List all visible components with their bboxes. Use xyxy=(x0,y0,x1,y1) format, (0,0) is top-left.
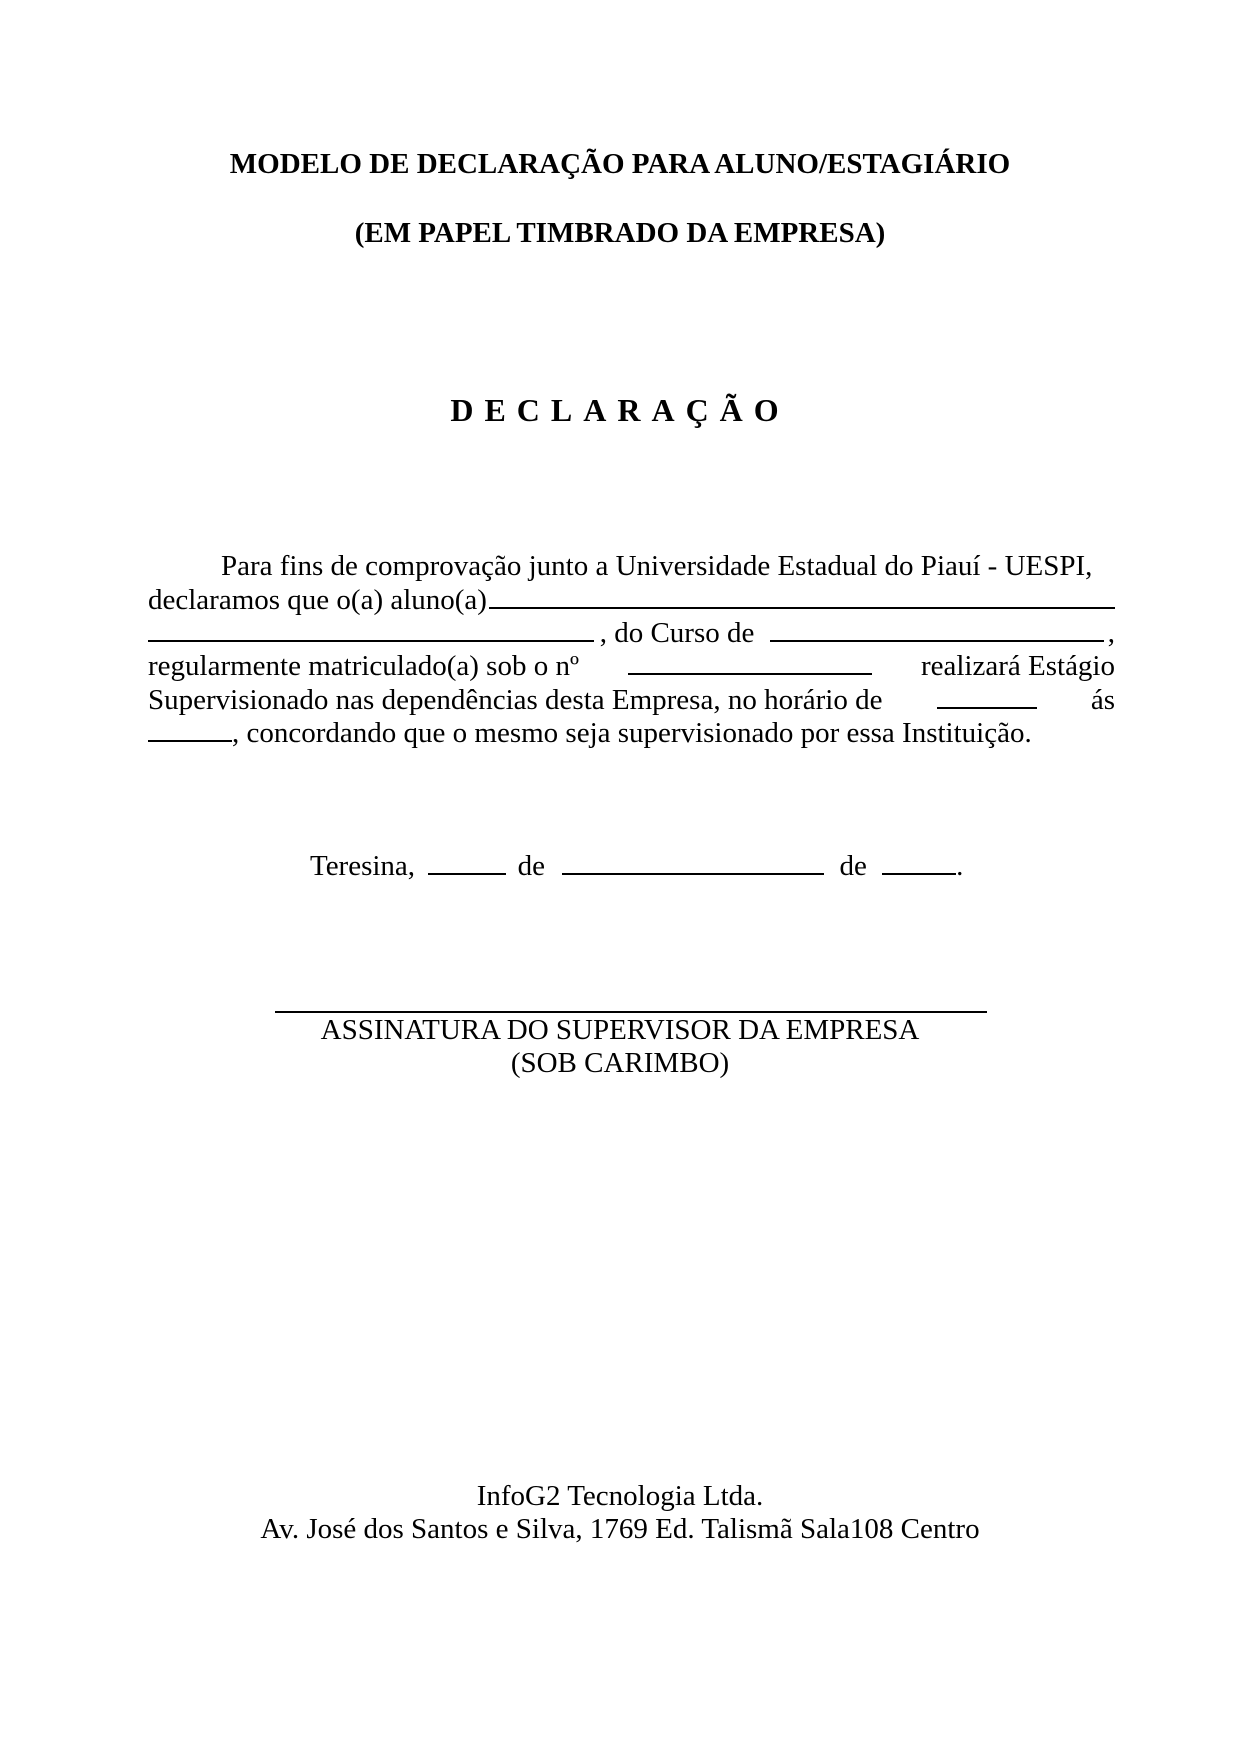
year-field[interactable] xyxy=(882,851,956,875)
signature-stamp-label: (SOB CARIMBO) xyxy=(510,1047,730,1079)
course-label: , do Curso de xyxy=(599,617,755,649)
footer-company: InfoG2 Tecnologia Ltda. xyxy=(476,1480,764,1512)
declaration-title: DECLARAÇÃO xyxy=(450,392,790,428)
body-line-4 xyxy=(148,649,1115,683)
body-line-6-text: , concordando que o mesmo seja supervisionado por essa Instituição. xyxy=(232,717,1032,749)
course-comma: , xyxy=(1107,617,1115,649)
document-header-title: MODELO DE DECLARAÇÃO PARA ALUNO/ESTAGIÁRIO xyxy=(229,148,1011,180)
end-time-field[interactable] xyxy=(148,718,232,742)
document-header-subtitle: (EM PAPEL TIMBRADO DA EMPRESA) xyxy=(354,217,886,249)
date-de-2: de xyxy=(839,850,867,882)
day-field[interactable] xyxy=(428,851,506,875)
schedule-to-label: ás xyxy=(1090,684,1115,716)
student-name-continuation-field[interactable] xyxy=(148,618,594,642)
date-de-1: de xyxy=(517,850,545,882)
course-field[interactable] xyxy=(770,618,1104,642)
enrollment-number-field[interactable] xyxy=(628,651,872,675)
body-line-3 xyxy=(148,616,1115,650)
student-name-field[interactable] xyxy=(489,585,1115,609)
enrollment-label: regularmente matriculado(a) sob o nº xyxy=(148,650,579,682)
body-line-2-text: declaramos que o(a) aluno(a) xyxy=(148,584,487,616)
body-line-1-text: Para fins de comprovação junto a Universidade Estadual do Piauí - UESPI, xyxy=(221,550,1093,582)
signature-label: ASSINATURA DO SUPERVISOR DA EMPRESA xyxy=(320,1014,920,1046)
start-time-field[interactable] xyxy=(937,685,1037,709)
body-line-5 xyxy=(148,683,1115,717)
footer-address: Av. José dos Santos e Silva, 1769 Ed. Talismã Sala108 Centro xyxy=(260,1513,980,1545)
date-city: Teresina, xyxy=(310,850,416,882)
body-line-2 xyxy=(148,583,1115,617)
schedule-label: Supervisionado nas dependências desta Empresa, no horário de xyxy=(148,684,883,716)
date-line xyxy=(310,849,963,883)
body-line-1 xyxy=(221,549,1115,583)
month-field[interactable] xyxy=(562,851,824,875)
body-line-6 xyxy=(148,716,1115,750)
internship-label: realizará Estágio xyxy=(920,650,1115,682)
date-period: . xyxy=(956,850,964,882)
